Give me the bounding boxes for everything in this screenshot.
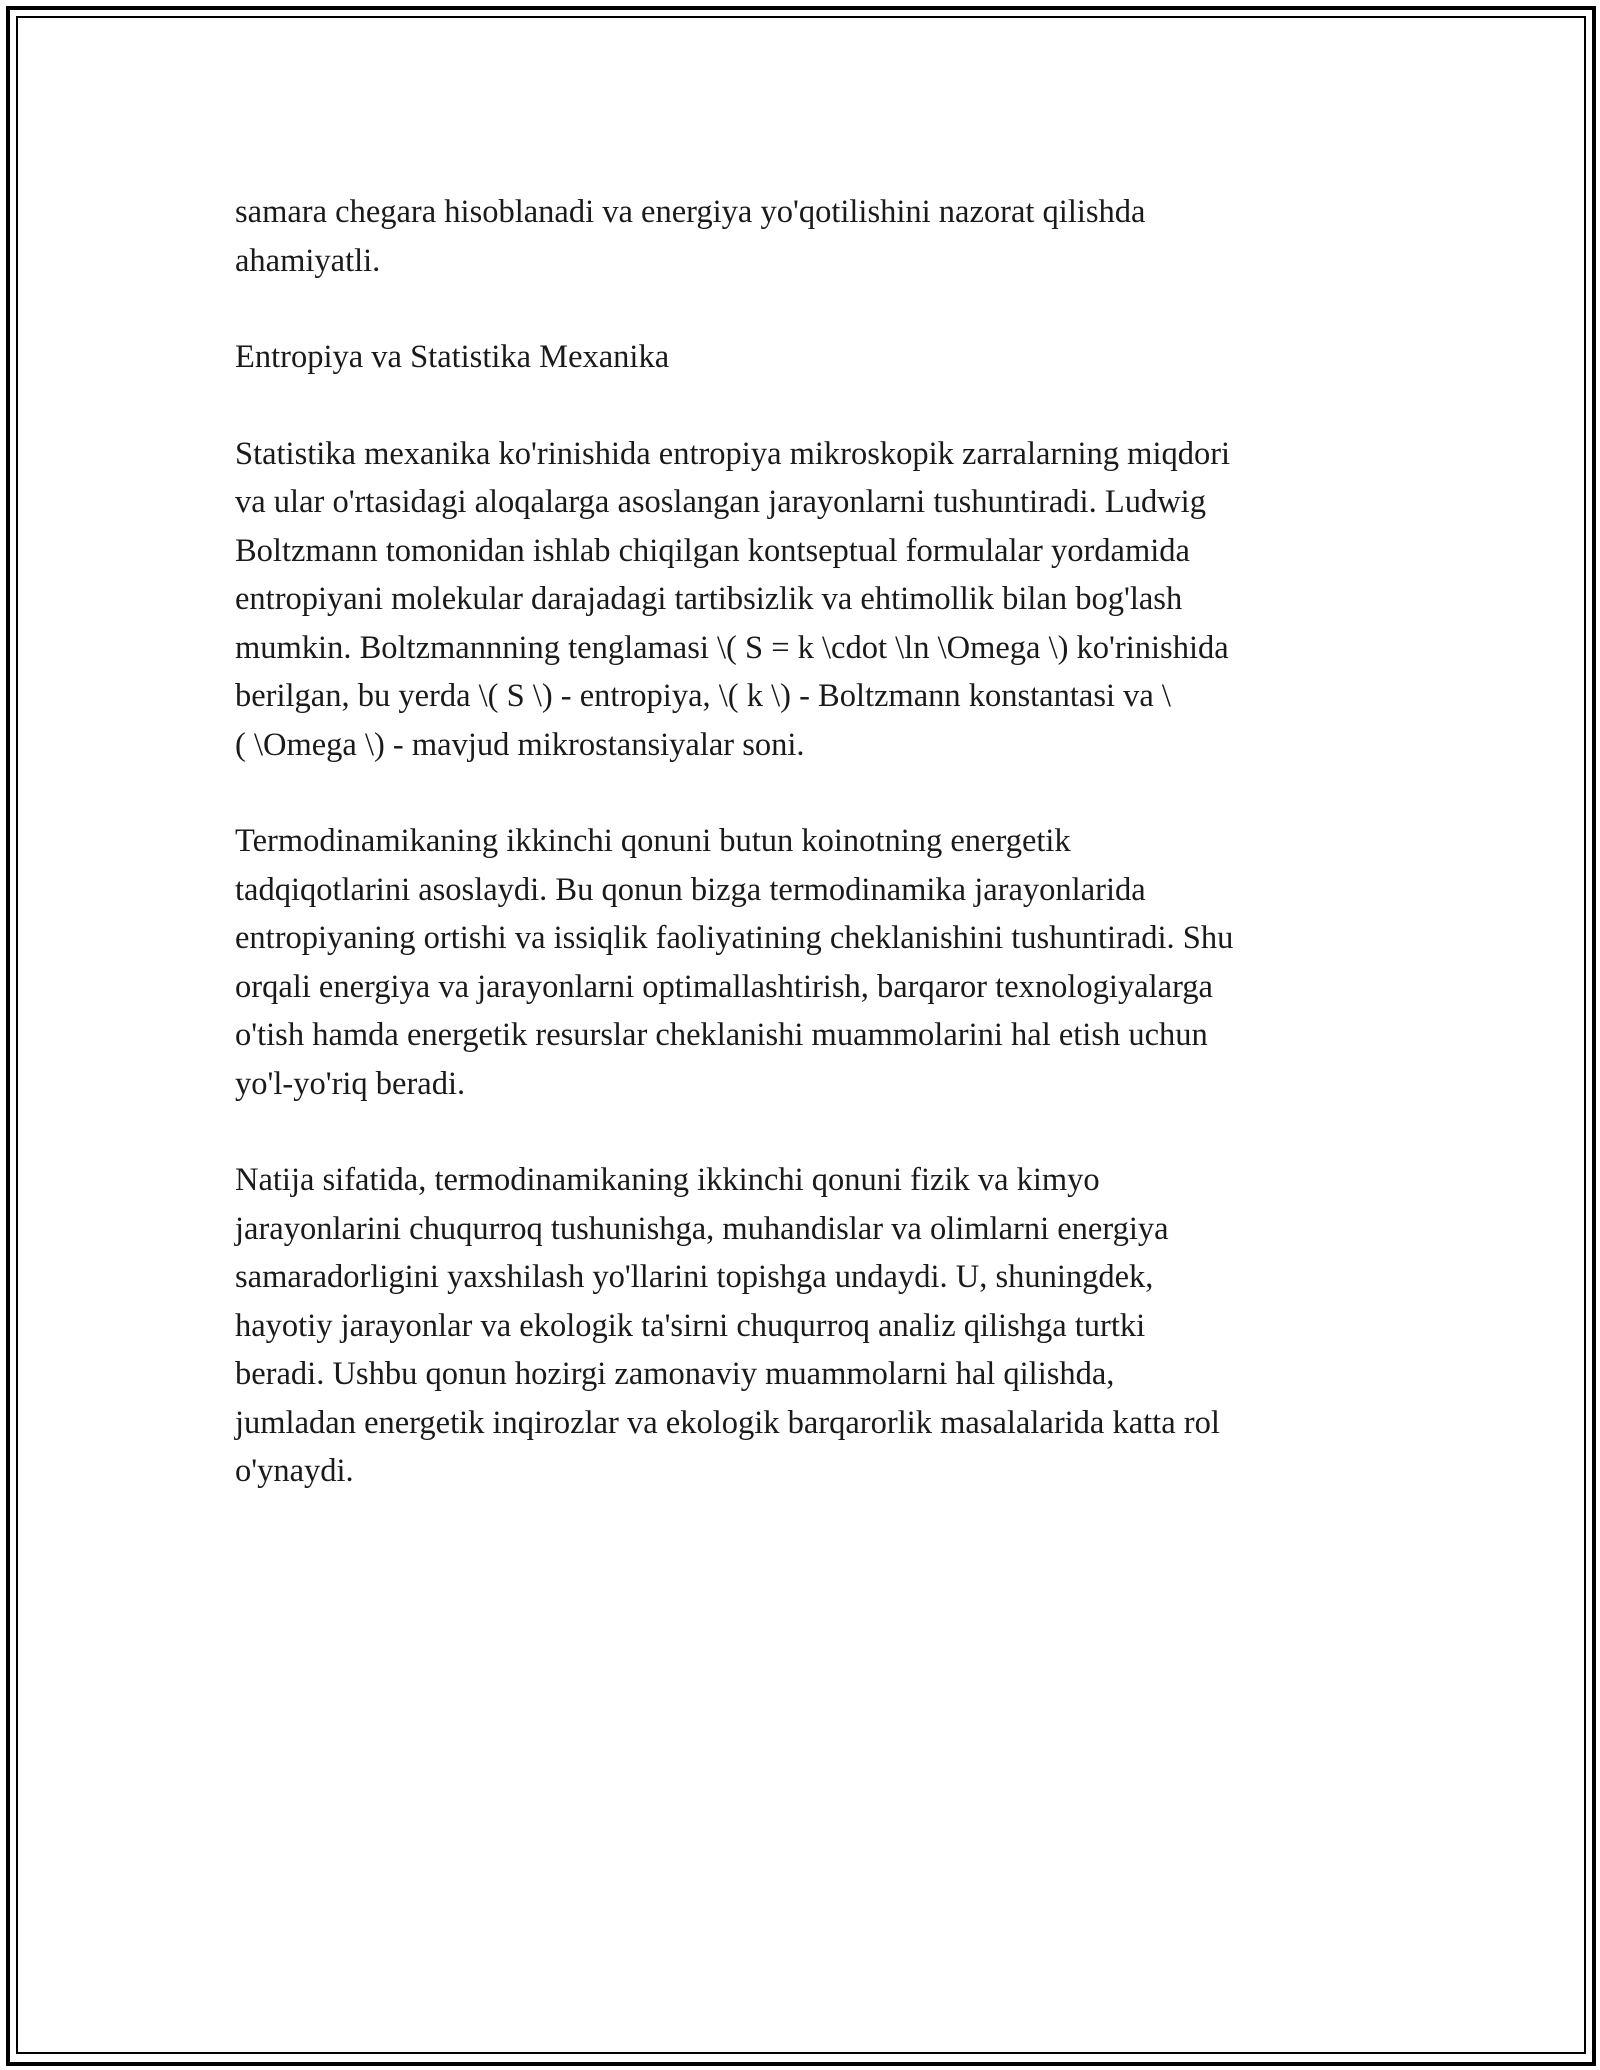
paragraph-conclusion: Natija sifatida, termodinamikaning ikkinchi qonuni fizik va kimyo jarayonlarini chuqurroq tushunishga, muhandislar va olimlarni energiya samaradorligini yaxshilash yo'llarini topishga undaydi. U, shuningdek, hayotiy jarayonlar va ekologik ta'sirni chuqurroq analiz qilishga turtki beradi. Ushbu qonun hozirgi zamonaviy muammolarni hal qilishda, jumladan energetik inqirozlar va ekologik barqarorlik masalalarida katta rol o'ynaydi.: [235, 1162, 1220, 1489]
paragraph-continuation: samara chegara hisoblanadi va energiya yo'qotilishini nazorat qilishda ahamiyatli.: [235, 194, 1146, 279]
paragraph-statistical-mechanics: Statistika mexanika ko'rinishida entropiya mikroskopik zarralarning miqdori va ular o'rtasidagi aloqalarga asoslangan jarayonlarni tushuntiradi. Ludwig Boltzmann tomonidan ishlab chiqilgan kontseptual formulalar yordamida entropiyani molekular darajadagi tartibsizlik va ehtimollik bilan bog'lash mumkin. Boltzmannning tenglamasi \( S = k \cdot \ln \Omega \) ko'rinishida berilgan, bu yerda \( S \) - entropiya, \( k \) - Boltzmann konstantasi va \ ( \Omega \) - mavjud mikrostansiyalar soni.: [235, 435, 1231, 763]
section-heading: Entropiya va Statistika Mexanika: [235, 339, 670, 375]
document-body: [235, 188, 1375, 1544]
paragraph-second-law: Termodinamikaning ikkinchi qonuni butun koinotning energetik tadqiqotlarini asoslaydi. Bu qonun bizga termodinamika jarayonlarida entropiyaning ortishi va issiqlik faoliyatining cheklanishini tushuntiradi. Shu orqali energiya va jarayonlarni optimallashtirish, barqaror texnologiyalarga o'tish hamda energetik resurslar cheklanishi muammolarini hal etish uchun yo'l-yo'riq beradi.: [235, 823, 1234, 1102]
